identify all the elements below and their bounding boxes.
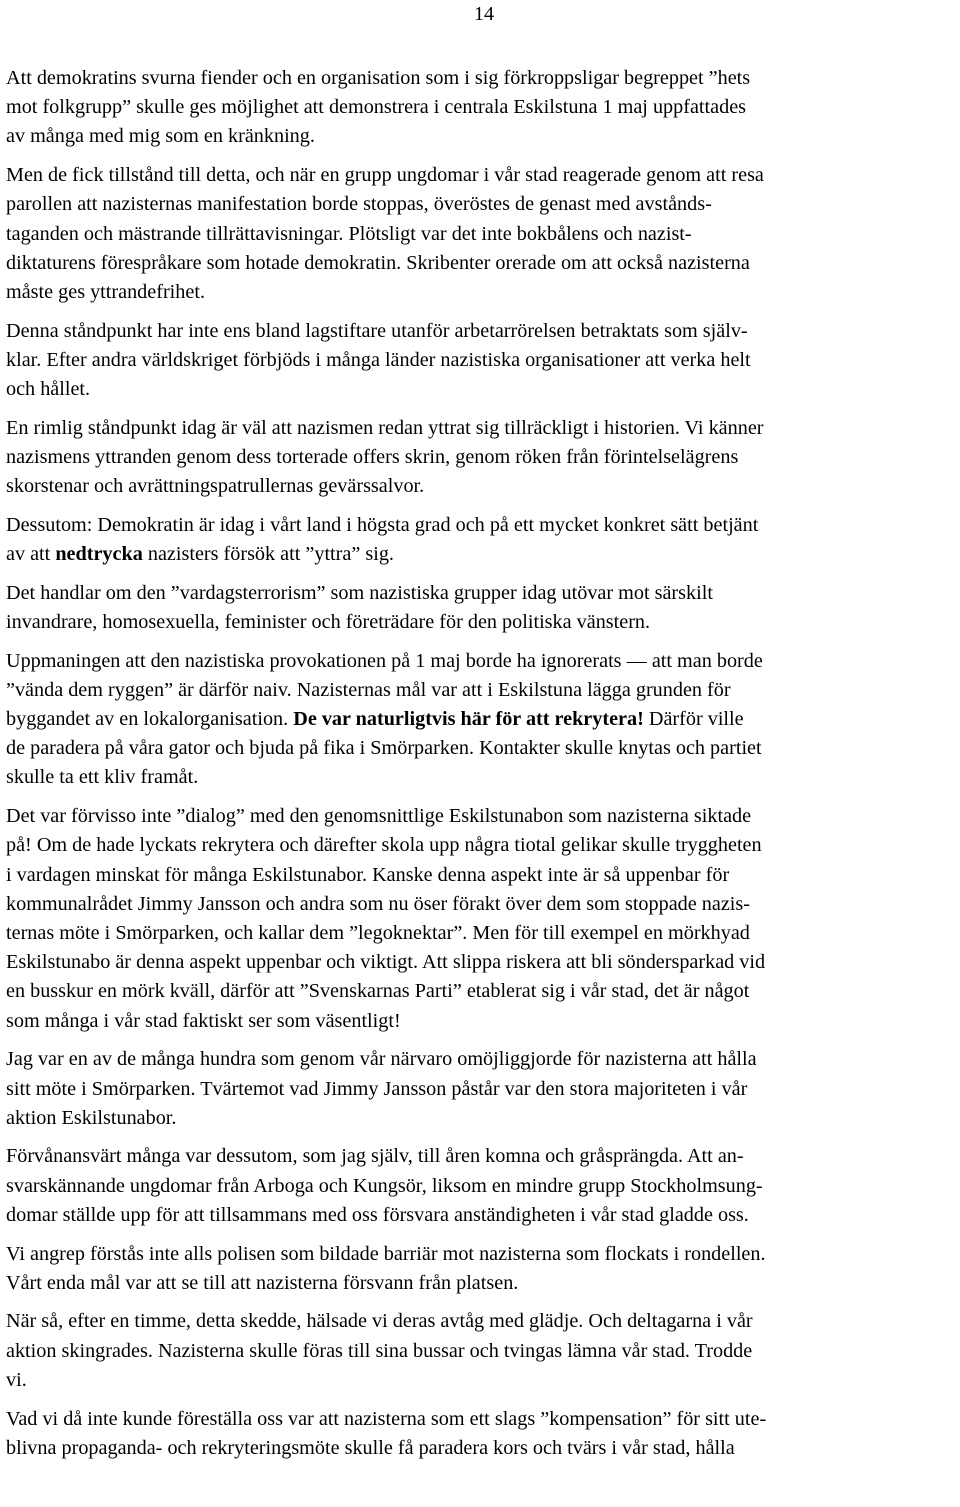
text-line (6, 977, 954, 1006)
text-segment: nazismens yttranden genom dess torterade offers skrin, genom röken från förintelselägrens (6, 445, 739, 468)
text-line (6, 676, 954, 705)
text-segment: och hållet. (6, 378, 91, 401)
text-line (6, 1337, 954, 1366)
text-segment: Uppmaningen att den nazistiska provokationen på 1 maj borde ha ignorerats — att man borde (6, 649, 763, 672)
text-line (6, 1104, 954, 1133)
text-line (6, 540, 954, 569)
paragraph (6, 161, 954, 307)
text-line (6, 802, 954, 831)
text-line (6, 705, 954, 734)
text-segment: svarskännande ungdomar från Arboga och Kungsör, liksom en mindre grupp Stockholmsung- (6, 1174, 763, 1197)
text-segment: aktion skingrades. Nazisterna skulle föras till sina bussar och tvingas lämna vår stad. Trodde (6, 1339, 753, 1362)
text-line (6, 1269, 954, 1298)
text-segment: parollen att nazisternas manifestation borde stoppas, överöstes de genast med avstånds- (6, 193, 712, 216)
text-line (6, 64, 954, 93)
text-segment: ”vända dem ryggen” är därför naiv. Nazisternas mål var att i Eskilstuna lägga grunden för (6, 678, 731, 701)
text-line (6, 346, 954, 375)
text-line (6, 1201, 954, 1230)
paragraph (6, 1142, 954, 1230)
text-line (6, 472, 954, 501)
text-line (6, 190, 954, 219)
text-segment: ternas möte i Smörparken, och kallar dem ”legoknektar”. Men för till exempel en mörkhyad (6, 921, 750, 944)
document-body (6, 64, 954, 1472)
text-segment: Jag var en av de många hundra som genom vår närvaro omöjliggjorde för nazisterna att hålla (6, 1048, 757, 1071)
text-segment: i vardagen minskat för många Eskilstunabor. Kanske denna aspekt inte är så uppenbar för (6, 863, 730, 886)
text-segment: Det handlar om den ”vardagsterrorism” som nazistiska grupper idag utövar mot särskilt (6, 581, 713, 604)
text-segment: skulle ta ett kliv framåt. (6, 766, 199, 789)
text-line (6, 1172, 954, 1201)
text-segment: de paradera på våra gator och bjuda på fika i Smörparken. Kontakter skulle knytas och partiet (6, 737, 762, 760)
text-line (6, 414, 954, 443)
text-line (6, 122, 954, 151)
text-segment: aktion Eskilstunabor. (6, 1106, 177, 1129)
text-line (6, 278, 954, 307)
text-line (6, 161, 954, 190)
paragraph (6, 511, 954, 569)
text-segment: Vi angrep förstås inte alls polisen som bildade barriär mot nazisterna som flockats i rondellen. (6, 1242, 766, 1265)
text-segment: mot folkgrupp” skulle ges möjlighet att demonstrera i centrala Eskilstuna 1 maj uppfattades (6, 96, 747, 119)
text-line (6, 1405, 954, 1434)
text-segment: byggandet av en lokalorganisation. (6, 708, 294, 731)
text-segment: kommunalrådet Jimmy Jansson och andra som nu öser förakt över dem som stoppade nazis- (6, 892, 750, 915)
text-segment: Eskilstunabo är denna aspekt uppenbar och viktigt. Att slippa riskera att bli söndersparkad vid (6, 951, 766, 974)
text-line (6, 1366, 954, 1395)
text-line (6, 1007, 954, 1036)
paragraph (6, 317, 954, 405)
text-line (6, 861, 954, 890)
text-segment: måste ges yttrandefrihet. (6, 280, 205, 303)
text-line (6, 93, 954, 122)
text-line (6, 890, 954, 919)
text-line (6, 831, 954, 860)
paragraph (6, 414, 954, 502)
bold-text: nedtrycka (55, 543, 143, 566)
paragraph (6, 1307, 954, 1395)
text-segment: diktaturens förespråkare som hotade demokratin. Skribenter orerade om att också nazisterna (6, 251, 750, 274)
text-line (6, 734, 954, 763)
text-segment: skorstenar och avrättningspatrullernas gevärssalvor. (6, 475, 425, 498)
text-line (6, 647, 954, 676)
text-line (6, 948, 954, 977)
text-line (6, 1434, 954, 1463)
paragraph (6, 64, 954, 152)
page-number: 14 (474, 3, 494, 25)
text-segment: blivna propaganda- och rekryteringsmöte skulle få paradera kors och tvärs i vår stad, hålla (6, 1436, 735, 1459)
text-line (6, 1240, 954, 1269)
text-line (6, 443, 954, 472)
text-segment: nazisters försök att ”yttra” sig. (142, 543, 394, 566)
text-segment: en busskur en mörk kväll, därför att ”Svenskarnas Parti” etablerat sig i vår stad, det är något (6, 980, 750, 1003)
text-line (6, 763, 954, 792)
text-segment: Dessutom: Demokratin är idag i vårt land i högsta grad och på ett mycket konkret sätt betjänt (6, 513, 759, 536)
text-line (6, 249, 954, 278)
text-line (6, 579, 954, 608)
text-segment: sitt möte i Smörparken. Tvärtemot vad Jimmy Jansson påstår var den stora majoriteten i vår (6, 1077, 748, 1100)
text-segment: av att (6, 543, 56, 566)
bold-text: De var naturligtvis här för att rekrytera! (293, 708, 644, 731)
text-line (6, 1307, 954, 1336)
text-segment: Vårt enda mål var att se till att nazisterna försvann från platsen. (6, 1271, 519, 1294)
text-segment: Att demokratins svurna fiender och en organisation som i sig förkroppsligar begreppet ”hets (6, 67, 751, 89)
text-line (6, 608, 954, 637)
text-line (6, 919, 954, 948)
text-segment: En rimlig ståndpunkt idag är väl att nazismen redan yttrat sig tillräckligt i historien. Vi känner (6, 416, 764, 439)
text-line (6, 220, 954, 249)
text-segment: Det var förvisso inte ”dialog” med den genomsnittlige Eskilstunabon som nazisterna siktade (6, 805, 752, 828)
text-line (6, 511, 954, 540)
paragraph (6, 647, 954, 793)
text-segment: Vad vi då inte kunde föreställa oss var att nazisterna som ett slags ”kompensation” för sitt ute- (6, 1407, 767, 1430)
paragraph (6, 1405, 954, 1463)
text-segment: som många i vår stad faktiskt ser som väsentligt! (6, 1009, 401, 1032)
text-segment: på! Om de hade lyckats rekrytera och därefter skola upp några tiotal gelikar skulle tryggheten (6, 834, 762, 857)
text-line (6, 1075, 954, 1104)
text-line (6, 1142, 954, 1171)
paragraph (6, 1045, 954, 1133)
text-segment: När så, efter en timme, detta skedde, hälsade vi deras avtåg med glädje. Och deltagarna i vår (6, 1310, 753, 1333)
text-segment: Denna ståndpunkt har inte ens bland lagstiftare utanför arbetarrörelsen betraktats som själv- (6, 319, 748, 342)
text-line (6, 1045, 954, 1074)
text-line (6, 375, 954, 404)
text-segment: Förvånansvärt många var dessutom, som jag själv, till åren komna och gråsprängda. Att an- (6, 1145, 744, 1168)
text-segment: taganden och mästrande tillrättavisningar. Plötsligt var det inte bokbålens och nazist- (6, 222, 692, 245)
text-segment: vi. (6, 1368, 27, 1391)
text-segment: invandrare, homosexuella, feminister och företrädare för den politiska vänstern. (6, 610, 651, 633)
text-segment: Därför ville (643, 708, 744, 731)
text-segment: klar. Efter andra världskriget förbjöds i många länder nazistiska organisationer att verka helt (6, 348, 751, 371)
text-segment: av många med mig som en kränkning. (6, 125, 315, 148)
paragraph (6, 802, 954, 1036)
text-segment: domar ställde upp för att tillsammans med oss försvara anständigheten i vår stad gladde oss. (6, 1203, 749, 1226)
text-segment: Men de fick tillstånd till detta, och när en grupp ungdomar i vår stad reagerade genom att resa (6, 164, 764, 187)
paragraph (6, 579, 954, 637)
text-line (6, 317, 954, 346)
paragraph (6, 1240, 954, 1298)
